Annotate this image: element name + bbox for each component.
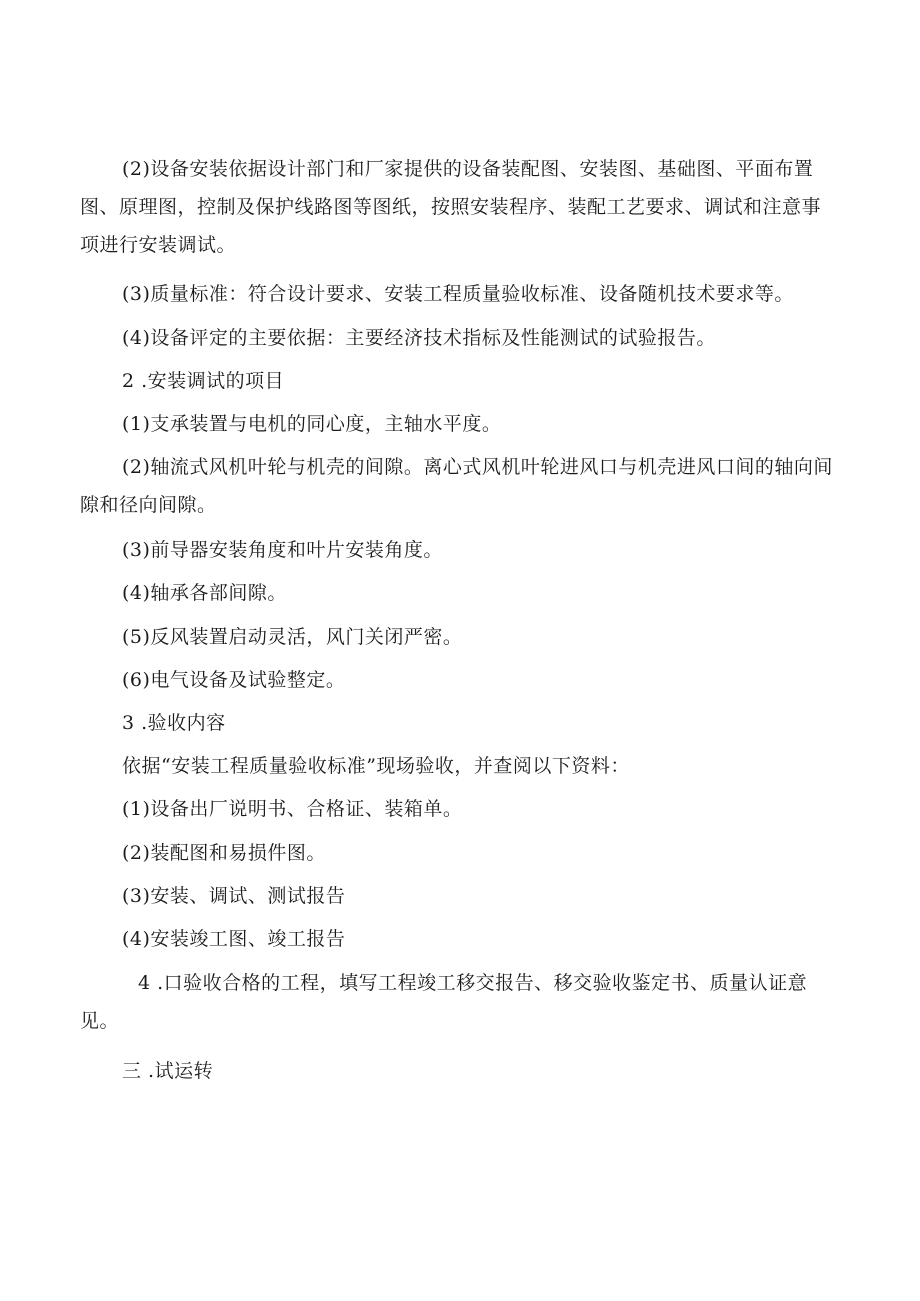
paragraph-doc-1: (1)设备出厂说明书、合格证、装箱单。: [122, 798, 463, 820]
paragraph-handover: 4 .口验收合格的工程，填写工程竣工移交报告、移交验收鉴定书、质量认证意见。: [80, 972, 808, 1032]
paragraph-install-basis: (2)设备安装依据设计部门和厂家提供的设备装配图、安装图、基础图、平面布置图、原理图，控制及保护线路图等图纸，按照安装程序、装配工艺要求、调试和注意事项进行安装调试。: [80, 158, 822, 256]
paragraph-item-5: (5)反风装置启动灵活，风门关闭严密。: [122, 626, 463, 648]
paragraph-doc-2: (2)装配图和易损件图。: [122, 842, 326, 864]
paragraph-item-1: (1)支承装置与电机的同心度，主轴水平度。: [122, 413, 502, 435]
paragraph-item-2: (2)轴流式风机叶轮与机壳的间隙。离心式风机叶轮进风口与机壳进风口间的轴向间隙和径向间隙。: [80, 456, 833, 516]
paragraph-item-3: (3)前导器安装角度和叶片安装角度。: [122, 539, 443, 561]
paragraph-acceptance-basis: 依据“安装工程质量验收标准”现场验收，并查阅以下资料：: [122, 755, 630, 777]
section-heading-install-items: 2 .安装调试的项目: [122, 370, 285, 392]
section-heading-trial-run: 三 .试运转: [122, 1060, 214, 1082]
paragraph-doc-4: (4)安装竣工图、竣工报告: [122, 928, 346, 950]
paragraph-quality-standard: (3)质量标准：符合设计要求、安装工程质量验收标准、设备随机技术要求等。: [122, 283, 794, 305]
paragraph-item-6: (6)电气设备及试验整定。: [122, 669, 346, 691]
paragraph-item-4: (4)轴承各部间隙。: [122, 582, 287, 604]
section-heading-acceptance: 3 .验收内容: [122, 712, 226, 734]
paragraph-evaluation-basis: (4)设备评定的主要依据：主要经济技术指标及性能测试的试验报告。: [122, 327, 716, 349]
paragraph-doc-3: (3)安装、调试、测试报告: [122, 885, 346, 907]
